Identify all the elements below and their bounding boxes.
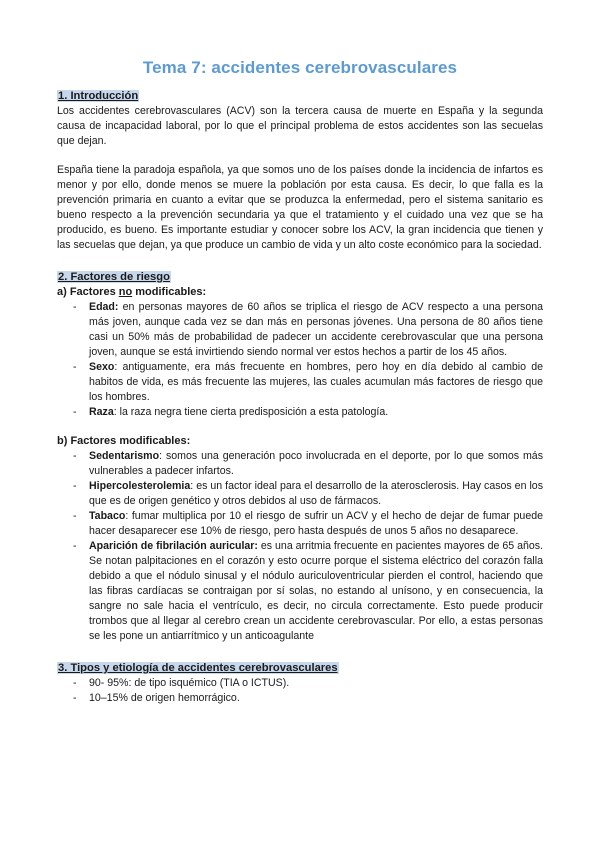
list-item-raza: - Raza: la raza negra tiene cierta predisposición a esta patología. (89, 405, 543, 420)
section-tipos-etiologia (57, 658, 543, 706)
list-item-isquemico: - 90- 95%: de tipo isquémico (TIA o ICTUS). (89, 676, 543, 691)
section-factores-riesgo (57, 267, 543, 644)
list-item-fibrilacion: - Aparición de fibrilación auricular: es una arritmia frecuente en pacientes mayores de 65 años. Se notan palpitaciones en el corazón y esto ocurre porque el sistema eléctrico del corazón falla debido a que el nódulo sinusal y el nódulo auriculoventricular pierden el control, haciendo que las fibras cardíacas se contraigan por sí solas, no estando al unísono, y en consecuencia, la sangre no sale hacia el ventrículo, es decir, no circula correctamente. Esto puede producir trombos que al llegar al cerebro crean un accidente cerebrovascular. Por ello, a estas personas se les pone un antiarrítmico y un anticoagulante (89, 539, 543, 644)
list-item-hemorragico: - 10–15% de origen hemorrágico. (89, 691, 543, 706)
subheading-modificables: b) Factores modificables: (57, 435, 191, 447)
subheading-no-modificables: a) Factores no modificables: (57, 286, 207, 298)
section-heading-tipos: 3. Tipos y etiología de accidentes cerebrovasculares (58, 662, 338, 674)
list-no-modificables (57, 300, 543, 420)
document-title: Tema 7: accidentes cerebrovasculares (142, 58, 458, 77)
list-item-sedentarismo: - Sedentarismo: somos una generación poco involucrada en el deporte, por lo que somos más vulnerables a padecer infartos. (89, 449, 543, 479)
list-modificables (57, 449, 543, 644)
section-introduccion (57, 86, 543, 253)
section-heading-introduccion: 1. Introducción (58, 90, 139, 102)
paragraph-intro-2: España tiene la paradoja española, ya que somos uno de los países donde la incidencia de infartos es menor y por ello, donde menos se muere la población por esta causa. Es decir, lo que falla es la prevención primaria en cuanto a evitar que se produzca la enfermedad, pero el sistema sanitario es bueno respecto a la prevención secundaria ya que el tratamiento y el cuidado una vez que se ha producido, es bueno. Es importante estudiar y conocer sobre los ACV, la gran incidencia que tienen y las secuelas que dejan, ya que produce un cambio de vida y un alto coste económico para la sociedad. (57, 164, 543, 251)
list-item-edad: - Edad: en personas mayores de 60 años se triplica el riesgo de ACV respecto a una persona más joven, aunque cada vez se dan más en personas jóvenes. Una persona de 80 años tiene casi un 50% más de probabilidad de padecer un accidente cerebrovascular que una persona joven, aunque se está invirtiendo siendo normal ver estos hechos a partir de los 45 años. (89, 300, 543, 360)
list-item-tabaco: - Tabaco: fumar multiplica por 10 el riesgo de sufrir un ACV y el hecho de dejar de fumar puede hacer desaparecer ese 10% de riesgo, pero hasta después de unos 5 años no desaparece. (89, 509, 543, 539)
list-item-hipercolesterolemia: - Hipercolesterolemia: es un factor ideal para el desarrollo de la aterosclerosis. Hay casos en los que es de origen genético y otros debidos al uso de fármacos. (89, 479, 543, 509)
list-tipos (57, 676, 543, 706)
paragraph-intro-1: Los accidentes cerebrovasculares (ACV) son la tercera causa de muerte en España y la segunda causa de incapacidad laboral, por lo que el principal problema de estos accidentes son las secuelas que dejan. (57, 105, 543, 147)
list-item-sexo: - Sexo: antiguamente, era más frecuente en hombres, pero hoy en día debido al cambio de habitos de vida, es más frecuente las mujeres, las cuales acumulan más factores de riesgo que los hombres. (89, 360, 543, 405)
section-heading-factores: 2. Factores de riesgo (58, 271, 170, 283)
